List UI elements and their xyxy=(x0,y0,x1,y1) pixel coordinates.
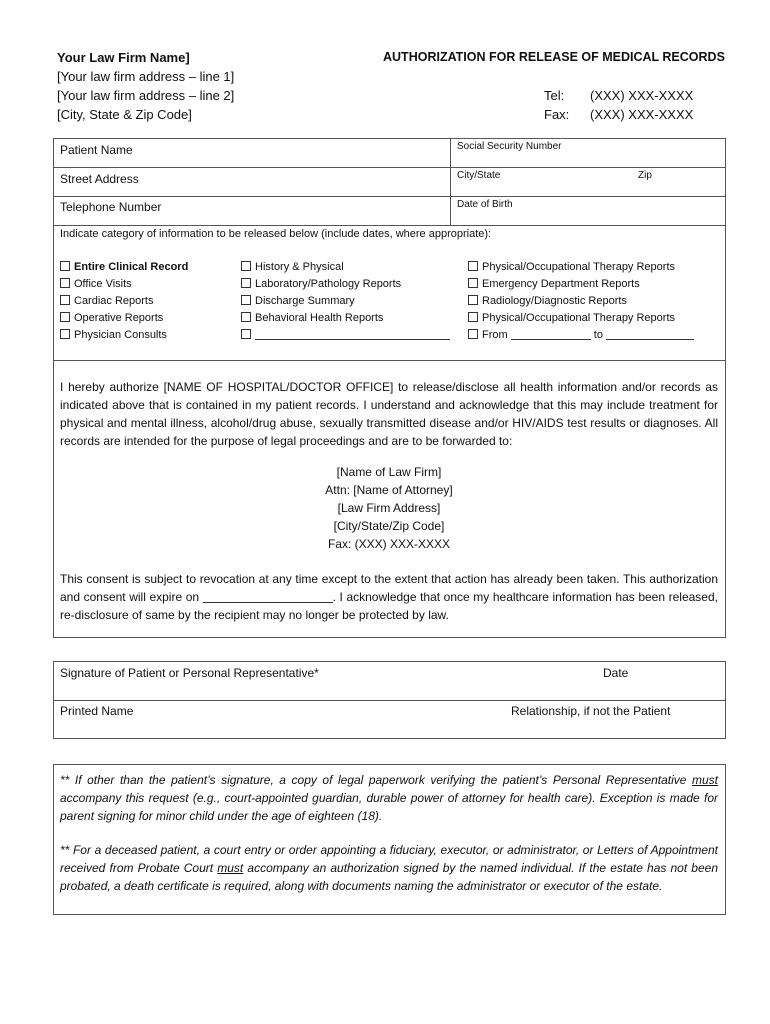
fax-value: (XXX) XXX-XXXX xyxy=(590,107,694,122)
document-title: AUTHORIZATION FOR RELEASE OF MEDICAL RECORDS xyxy=(383,50,725,64)
checkbox-other[interactable] xyxy=(241,327,450,344)
authorization-paragraph: I hereby authorize [NAME OF HOSPITAL/DOCTOR OFFICE] to release/disclose all health information and/or records as indicated above that is contained in my patient records. I understand and acknowledge that this may include treatment for physical and mental illness, alcohol/drug abuse, sexually transmitted disease and/or HIV/AIDS test results or diagnoses. All records are intended for the purpose of legal proceedings and are to be forwarded to: xyxy=(60,380,718,448)
checkbox-physician-consults[interactable]: Physician Consults xyxy=(60,327,188,344)
checkbox-emergency-reports[interactable]: Emergency Department Reports xyxy=(468,276,694,293)
category-instruction: Indicate category of information to be released below (include dates, where appropriate): xyxy=(60,228,492,240)
category-column-3 xyxy=(468,259,694,344)
checkbox-cardiac-reports[interactable]: Cardiac Reports xyxy=(60,293,188,310)
checkbox-behavioral-health[interactable]: Behavioral Health Reports xyxy=(241,310,450,327)
recipient-address: [Law Firm Address] xyxy=(337,501,441,515)
signature-date-field[interactable]: Date xyxy=(603,666,629,680)
telephone-field[interactable]: Telephone Number xyxy=(60,200,162,214)
category-column-2 xyxy=(241,259,450,344)
relationship-field[interactable]: Relationship, if not the Patient xyxy=(511,704,671,718)
checkbox-icon xyxy=(468,312,478,322)
checkbox-office-visits[interactable]: Office Visits xyxy=(60,276,188,293)
checkbox-radiology-reports[interactable]: Radiology/Diagnostic Reports xyxy=(468,293,694,310)
tel-value: (XXX) XXX-XXXX xyxy=(590,88,694,103)
signature-field[interactable]: Signature of Patient or Personal Representative* xyxy=(60,666,319,680)
checkbox-laboratory-reports[interactable]: Laboratory/Pathology Reports xyxy=(241,276,450,293)
firm-address-line2: [Your law firm address – line 2] xyxy=(57,88,235,103)
checkbox-entire-clinical-record[interactable]: Entire Clinical Record xyxy=(60,259,188,276)
category-column-1 xyxy=(60,259,188,344)
fax-label: Fax: xyxy=(544,107,570,122)
checkbox-icon xyxy=(241,261,251,271)
tel-label: Tel: xyxy=(544,88,565,103)
city-state-field[interactable]: City/State xyxy=(457,170,501,181)
checkbox-icon xyxy=(241,329,251,339)
checkbox-icon xyxy=(60,261,70,271)
recipient-city: [City/State/Zip Code] xyxy=(333,519,445,533)
firm-address-line3: [City, State & Zip Code] xyxy=(57,107,192,122)
dob-field[interactable]: Date of Birth xyxy=(457,199,513,210)
ssn-field[interactable]: Social Security Number xyxy=(457,141,562,152)
checkbox-icon xyxy=(60,278,70,288)
recipient-firm: [Name of Law Firm] xyxy=(336,465,442,479)
checkbox-pt-ot-reports-2[interactable]: Physical/Occupational Therapy Reports xyxy=(468,310,694,327)
printed-name-field[interactable]: Printed Name xyxy=(60,704,134,718)
to-date-blank[interactable] xyxy=(606,327,694,340)
checkbox-icon xyxy=(241,278,251,288)
checkbox-icon xyxy=(468,295,478,305)
consent-paragraph: This consent is subject to revocation at any time except to the extent that action has already been taken. This authorization and consent will expire on . I acknowledge that once my healthcare information has been released, re-disclosure of same by the recipient may no longer be protected by law. xyxy=(60,572,718,622)
recipient-block xyxy=(60,463,718,553)
checkbox-icon xyxy=(468,329,478,339)
from-date-blank[interactable] xyxy=(511,327,591,340)
checkbox-icon xyxy=(468,261,478,271)
checkbox-icon xyxy=(241,312,251,322)
checkbox-date-range[interactable]: From to xyxy=(468,327,694,344)
checkbox-pt-ot-reports[interactable]: Physical/Occupational Therapy Reports xyxy=(468,259,694,276)
firm-address-line1: [Your law firm address – line 1] xyxy=(57,69,235,84)
checkbox-icon xyxy=(468,278,478,288)
checkbox-history-physical[interactable]: History & Physical xyxy=(241,259,450,276)
other-blank[interactable] xyxy=(255,327,450,340)
expiration-date-blank[interactable] xyxy=(203,590,333,603)
note-deceased-patient: ** For a deceased patient, a court entry or order appointing a fiduciary, executor, or administrator, or Letters of Appointment received from Probate Court must accompany an authorization signed by the named individual. If the estate has not been probated, a death certificate is required, along with documents naming the administrator or executor of the estate. xyxy=(60,843,719,893)
patient-name-field[interactable]: Patient Name xyxy=(60,143,133,157)
checkbox-icon xyxy=(60,312,70,322)
street-address-field[interactable]: Street Address xyxy=(60,172,139,186)
checkbox-discharge-summary[interactable]: Discharge Summary xyxy=(241,293,450,310)
checkbox-icon xyxy=(60,329,70,339)
recipient-attorney: Attn: [Name of Attorney] xyxy=(325,483,453,497)
checkbox-icon xyxy=(241,295,251,305)
checkbox-operative-reports[interactable]: Operative Reports xyxy=(60,310,188,327)
note-personal-representative: ** If other than the patient’s signature, a copy of legal paperwork verifying the patient’s Personal Representative must accompany this request (e.g., court-appointed guardian, durable power of attorney for health care). Exception is made for parent signing for minor child under the age of eighteen (18). xyxy=(60,773,718,823)
recipient-fax: Fax: (XXX) XXX-XXXX xyxy=(327,537,451,551)
checkbox-icon xyxy=(60,295,70,305)
firm-name: Your Law Firm Name] xyxy=(57,50,190,65)
zip-field[interactable]: Zip xyxy=(638,170,652,181)
